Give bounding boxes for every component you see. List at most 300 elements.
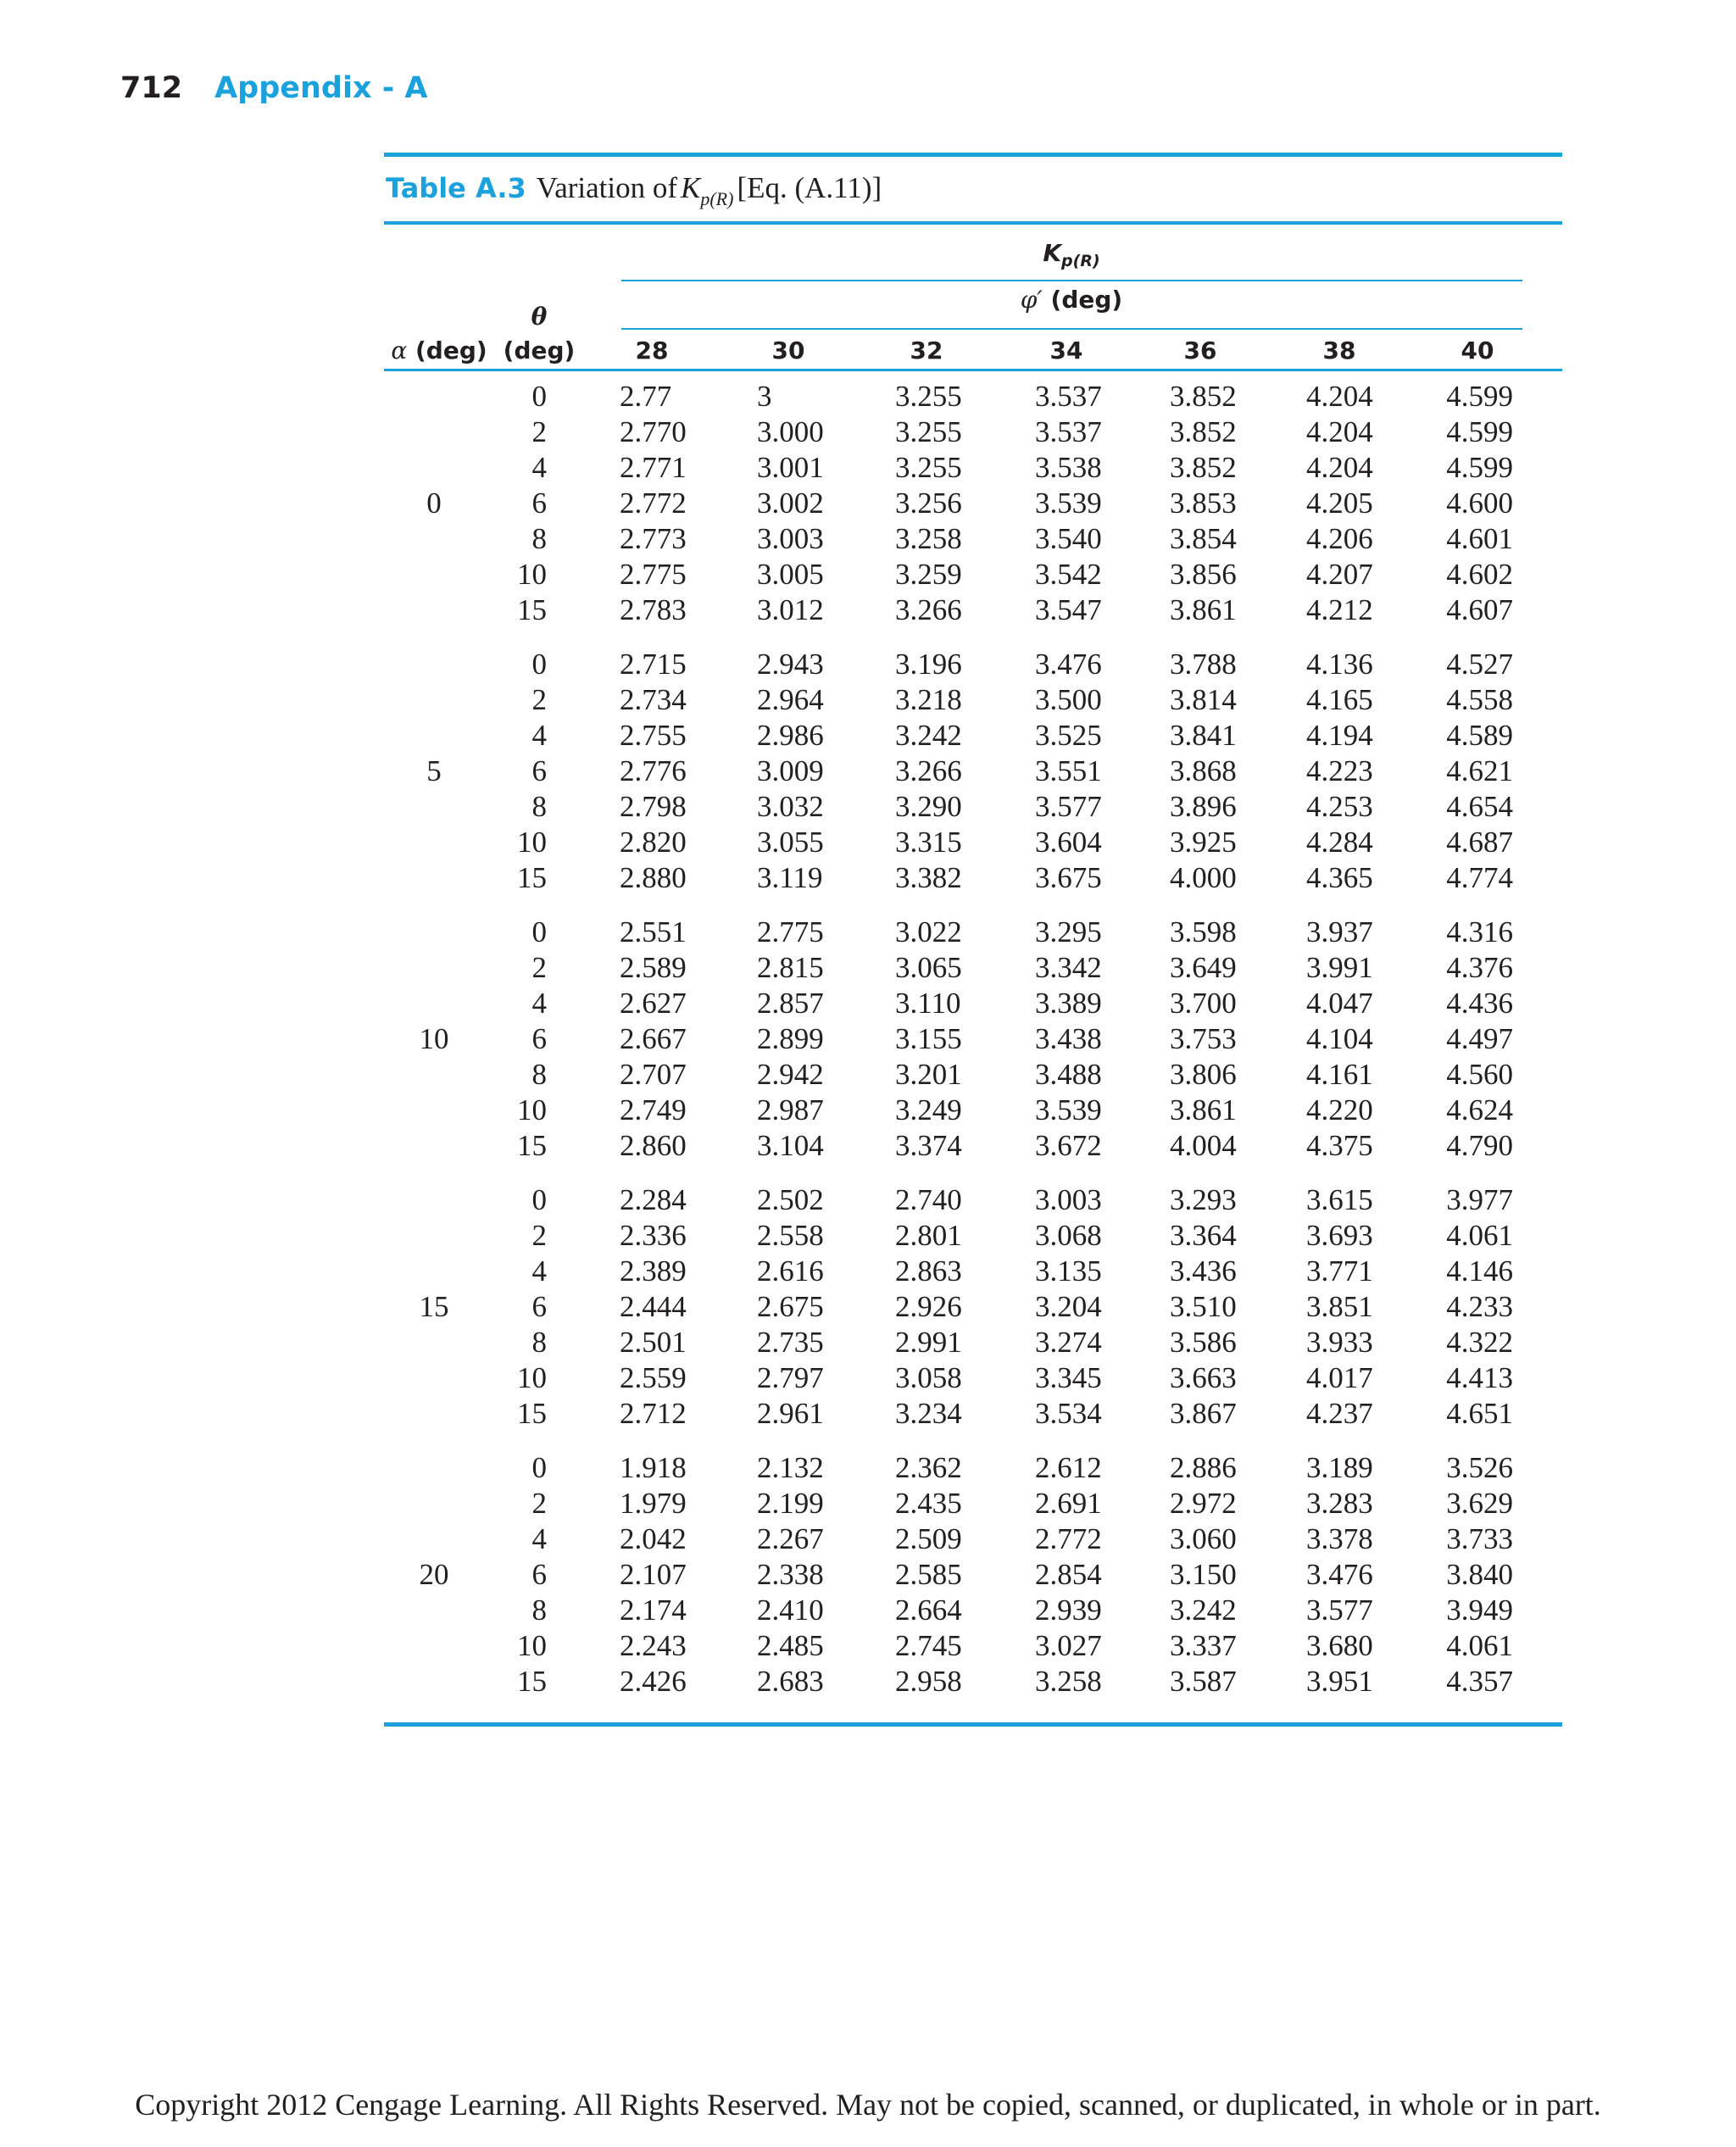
kp-value-cell: 3.196 (895, 648, 962, 681)
bottom-rule (384, 1722, 1562, 1727)
kp-value-cell: 3.586 (1170, 1326, 1237, 1359)
alpha-value: 15 (419, 1290, 449, 1323)
kp-value-cell: 2.410 (757, 1594, 824, 1627)
kp-value-cell: 2.558 (757, 1219, 824, 1252)
kp-value-cell: 4.212 (1306, 593, 1373, 626)
kp-value-cell: 3.861 (1170, 1093, 1237, 1126)
kp-value-cell: 2.991 (895, 1326, 962, 1359)
kp-value-cell: 2.243 (620, 1629, 687, 1662)
kp-value-cell: 2.749 (620, 1093, 687, 1126)
phi-value-header: 38 (1322, 337, 1356, 364)
kp-value-cell: 4.146 (1446, 1254, 1513, 1288)
kp-value-cell: 4.322 (1446, 1326, 1513, 1359)
kp-value-cell: 3.027 (1035, 1629, 1102, 1662)
kp-value-cell: 4.207 (1306, 558, 1373, 591)
kp-value-cell: 4.599 (1446, 380, 1513, 413)
theta-value: 2 (531, 951, 547, 984)
kp-value-cell: 2.585 (895, 1558, 962, 1591)
theta-value: 4 (531, 451, 547, 484)
kp-value-cell: 2.772 (1035, 1522, 1102, 1555)
kp-value-cell: 3.577 (1035, 790, 1102, 823)
kp-value-cell: 3.852 (1170, 415, 1237, 448)
kp-value-cell: 4.527 (1446, 648, 1513, 681)
theta-value: 0 (531, 1183, 547, 1216)
kp-column-header (987, 239, 1156, 270)
kp-value-cell: 3.551 (1035, 754, 1102, 787)
kp-value-cell: 4.624 (1446, 1093, 1513, 1126)
kp-value-cell: 4.204 (1306, 451, 1373, 484)
kp-value-cell: 2.776 (620, 754, 687, 787)
kp-value-cell: 2.734 (620, 683, 687, 716)
kp-value-cell: 3.234 (895, 1397, 962, 1430)
kp-symbol: K (1043, 239, 1062, 267)
kp-value-cell: 2.444 (620, 1290, 687, 1323)
kp-value-cell: 3.488 (1035, 1058, 1102, 1091)
theta-value: 0 (531, 1451, 547, 1484)
kp-value-cell: 2.336 (620, 1219, 687, 1252)
kp-value-cell: 3.201 (895, 1058, 962, 1091)
theta-value: 0 (531, 915, 547, 948)
alpha-value: 5 (426, 754, 442, 787)
theta-value: 8 (531, 1058, 547, 1091)
kp-value-cell: 3.925 (1170, 826, 1237, 859)
header-rule (384, 369, 1562, 371)
kp-value-cell: 3.150 (1170, 1558, 1237, 1591)
kp-value-cell: 2.77 (620, 380, 672, 413)
theta-value: 0 (531, 648, 547, 681)
theta-value: 8 (531, 790, 547, 823)
kp-value-cell: 3.771 (1306, 1254, 1373, 1288)
kp-value-cell: 4.621 (1446, 754, 1513, 787)
kp-value-cell: 3.853 (1170, 487, 1237, 520)
kp-value-cell: 3.806 (1170, 1058, 1237, 1091)
kp-value-cell: 4.558 (1446, 683, 1513, 716)
theta-value: 2 (531, 683, 547, 716)
theta-value: 15 (517, 861, 547, 894)
kp-value-cell: 4.774 (1446, 861, 1513, 894)
kp-value-cell: 3.242 (895, 719, 962, 752)
kp-value-cell: 3.274 (1035, 1326, 1102, 1359)
theta-value: 2 (531, 1219, 547, 1252)
kp-value-cell: 3.055 (757, 826, 824, 859)
kp-value-cell: 3.476 (1035, 648, 1102, 681)
kp-value-cell: 2.589 (620, 951, 687, 984)
alpha-unit: (deg) (415, 337, 487, 364)
kp-value-cell: 3.155 (895, 1022, 962, 1055)
kp-value-cell: 3.933 (1306, 1326, 1373, 1359)
kp-value-cell: 3.700 (1170, 987, 1237, 1020)
kp-value-cell: 4.161 (1306, 1058, 1373, 1091)
spanner-rule-kp (621, 280, 1522, 281)
kp-value-cell: 4.204 (1306, 380, 1373, 413)
kp-value-cell: 2.797 (757, 1361, 824, 1394)
kp-value-cell: 3.598 (1170, 915, 1237, 948)
kp-value-cell: 3.255 (895, 380, 962, 413)
kp-value-cell: 3.438 (1035, 1022, 1102, 1055)
kp-value-cell: 3.374 (895, 1129, 962, 1162)
kp-value-cell: 3.500 (1035, 683, 1102, 716)
kp-value-cell: 2.775 (620, 558, 687, 591)
caption-rule (384, 221, 1562, 225)
kp-value-cell: 3.258 (1035, 1665, 1102, 1698)
kp-value-cell: 1.979 (620, 1487, 687, 1520)
kp-value-cell: 3.538 (1035, 451, 1102, 484)
kp-value-cell: 3.259 (895, 558, 962, 591)
theta-value: 8 (531, 522, 547, 555)
kp-value-cell: 2.389 (620, 1254, 687, 1288)
alpha-symbol: α (391, 337, 408, 364)
kp-value-cell: 2.972 (1170, 1487, 1237, 1520)
kp-value-cell: 4.233 (1446, 1290, 1513, 1323)
kp-value-cell: 4.165 (1306, 683, 1373, 716)
kp-value-cell: 4.651 (1446, 1397, 1513, 1430)
kp-value-cell: 3.342 (1035, 951, 1102, 984)
caption-text: Variation of (536, 171, 677, 204)
table-label: Table A.3 (386, 172, 526, 204)
kp-value-cell: 2.860 (620, 1129, 687, 1162)
theta-value: 8 (531, 1594, 547, 1627)
theta-value: 6 (531, 1290, 547, 1323)
kp-value-cell: 3.022 (895, 915, 962, 948)
kp-value-cell: 4.284 (1306, 826, 1373, 859)
kp-value-cell: 3.255 (895, 451, 962, 484)
kp-value-cell: 3.110 (895, 987, 961, 1020)
kp-value-cell: 2.627 (620, 987, 687, 1020)
kp-value-cell: 3.896 (1170, 790, 1237, 823)
phi-value-header: 32 (910, 337, 943, 364)
kp-value-cell: 3.537 (1035, 415, 1102, 448)
kp-value-cell: 4.607 (1446, 593, 1513, 626)
kp-value-cell: 3.189 (1306, 1451, 1373, 1484)
kp-value-cell: 2.926 (895, 1290, 962, 1323)
kp-value-cell: 3.283 (1306, 1487, 1373, 1520)
kp-value-cell: 2.267 (757, 1522, 824, 1555)
theta-value: 10 (517, 1093, 547, 1126)
kp-value-cell: 4.004 (1170, 1129, 1237, 1162)
running-head (120, 71, 428, 114)
kp-value-cell: 2.880 (620, 861, 687, 894)
kp-value-cell: 4.253 (1306, 790, 1373, 823)
kp-value-cell: 3.788 (1170, 648, 1237, 681)
kp-value-cell: 3.068 (1035, 1219, 1102, 1252)
kp-value-cell: 3.012 (757, 593, 824, 626)
theta-value: 10 (517, 826, 547, 859)
kp-value-cell: 3.345 (1035, 1361, 1102, 1394)
theta-value: 10 (517, 1629, 547, 1662)
kp-value-cell: 2.691 (1035, 1487, 1102, 1520)
kp-value-cell: 3.534 (1035, 1397, 1102, 1430)
theta-value: 4 (531, 1254, 547, 1288)
kp-value-cell: 3.005 (757, 558, 824, 591)
kp-value-cell: 2.485 (757, 1629, 824, 1662)
kp-value-cell: 4.205 (1306, 487, 1373, 520)
phi-value-header: 34 (1049, 337, 1083, 364)
kp-value-cell: 3.851 (1306, 1290, 1373, 1323)
kp-value-cell: 3.868 (1170, 754, 1237, 787)
kp-value-cell: 3.104 (757, 1129, 824, 1162)
kp-value-cell: 2.551 (620, 915, 687, 948)
kp-value-cell: 3.382 (895, 861, 962, 894)
kp-value-cell: 4.560 (1446, 1058, 1513, 1091)
kp-value-cell: 4.599 (1446, 451, 1513, 484)
phi-value-header: 40 (1461, 337, 1494, 364)
kp-value-cell: 3.861 (1170, 593, 1237, 626)
kp-value-cell: 3.266 (895, 754, 962, 787)
kp-value-cell: 3.001 (757, 451, 824, 484)
kp-value-cell: 4.375 (1306, 1129, 1373, 1162)
kp-value-cell: 2.435 (895, 1487, 962, 1520)
kp-value-cell: 3.003 (757, 522, 824, 555)
kp-value-cell: 4.220 (1306, 1093, 1373, 1126)
kp-value-cell: 3.315 (895, 826, 962, 859)
kp-value-cell: 2.771 (620, 451, 687, 484)
theta-value: 10 (517, 558, 547, 591)
kp-value-cell: 2.964 (757, 683, 824, 716)
kp-value-cell: 3.058 (895, 1361, 962, 1394)
kp-value-cell: 2.667 (620, 1022, 687, 1055)
theta-value: 6 (531, 754, 547, 787)
kp-value-cell: 3.003 (1035, 1183, 1102, 1216)
kp-value-cell: 3.378 (1306, 1522, 1373, 1555)
kp-value-cell: 3.389 (1035, 987, 1102, 1020)
kp-value-cell: 3.577 (1306, 1594, 1373, 1627)
kp-value-cell: 3.255 (895, 415, 962, 448)
theta-value: 15 (517, 1665, 547, 1698)
kp-value-cell: 2.987 (757, 1093, 824, 1126)
kp-value-cell: 3.510 (1170, 1290, 1237, 1323)
kp-value-cell: 3.364 (1170, 1219, 1237, 1252)
kp-value-cell: 2.675 (757, 1290, 824, 1323)
kp-value-cell: 3.539 (1035, 1093, 1102, 1126)
kp-value-cell: 3.135 (1035, 1254, 1102, 1288)
kp-value-cell: 2.939 (1035, 1594, 1102, 1627)
kp-value-cell: 2.132 (757, 1451, 824, 1484)
kp-value-cell: 3.537 (1035, 380, 1102, 413)
alpha-column-header (380, 337, 498, 364)
theta-value: 4 (531, 987, 547, 1020)
kp-value-cell: 4.790 (1446, 1129, 1513, 1162)
kp-value-cell: 3.290 (895, 790, 962, 823)
kp-value-cell: 3.991 (1306, 951, 1373, 984)
kp-value-cell: 3.814 (1170, 683, 1237, 716)
kp-value-cell: 3.840 (1446, 1558, 1513, 1591)
kp-value-cell: 4.204 (1306, 415, 1373, 448)
kp-value-cell: 2.857 (757, 987, 824, 1020)
kp-value-cell: 2.664 (895, 1594, 962, 1627)
kp-value-cell: 3.436 (1170, 1254, 1237, 1288)
kp-value-cell: 2.899 (757, 1022, 824, 1055)
page-number: 712 (120, 71, 183, 105)
kp-value-cell: 2.772 (620, 487, 687, 520)
kp-value-cell: 3.649 (1170, 951, 1237, 984)
kp-value-cell: 4.600 (1446, 487, 1513, 520)
kp-value-cell: 2.616 (757, 1254, 824, 1288)
kp-value-cell: 2.961 (757, 1397, 824, 1430)
kp-value-cell: 3.542 (1035, 558, 1102, 591)
kp-value-cell: 3.266 (895, 593, 962, 626)
theta-value: 8 (531, 1326, 547, 1359)
kp-value-cell: 4.589 (1446, 719, 1513, 752)
kp-value-cell: 2.783 (620, 593, 687, 626)
kp-value-cell: 3.060 (1170, 1522, 1237, 1555)
kp-value-cell: 2.042 (620, 1522, 687, 1555)
phi-symbol: φ′ (1020, 286, 1043, 314)
kp-value-cell: 4.436 (1446, 987, 1513, 1020)
kp-value-cell: 2.426 (620, 1665, 687, 1698)
theta-unit-header: (deg) (503, 337, 576, 364)
kp-value-cell: 3.204 (1035, 1290, 1102, 1323)
theta-value: 6 (531, 1558, 547, 1591)
kp-value-cell: 3.937 (1306, 915, 1373, 948)
alpha-value: 10 (419, 1022, 449, 1055)
caption-reference: [Eq. (A.11)] (737, 171, 882, 204)
kp-value-cell: 3.218 (895, 683, 962, 716)
kp-value-cell: 2.815 (757, 951, 824, 984)
kp-value-cell: 3.680 (1306, 1629, 1373, 1662)
theta-value: 15 (517, 593, 547, 626)
kp-value-cell: 2.683 (757, 1665, 824, 1698)
kp-value-cell: 3.547 (1035, 593, 1102, 626)
kp-subscript: p(R) (1061, 252, 1100, 270)
kp-value-cell: 4.413 (1446, 1361, 1513, 1394)
kp-value-cell: 4.376 (1446, 951, 1513, 984)
caption-subscript: p(R) (700, 188, 734, 209)
kp-value-cell: 4.497 (1446, 1022, 1513, 1055)
kp-value-cell: 3.663 (1170, 1361, 1237, 1394)
kp-value-cell: 3.615 (1306, 1183, 1373, 1216)
theta-value: 6 (531, 1022, 547, 1055)
kp-value-cell: 3.587 (1170, 1665, 1237, 1698)
kp-value-cell: 3.629 (1446, 1487, 1513, 1520)
kp-value-cell: 2.820 (620, 826, 687, 859)
kp-value-cell: 2.612 (1035, 1451, 1102, 1484)
kp-value-cell: 2.770 (620, 415, 687, 448)
kp-value-cell: 4.237 (1306, 1397, 1373, 1430)
theta-value: 15 (517, 1129, 547, 1162)
kp-value-cell: 3.258 (895, 522, 962, 555)
kp-value-cell: 4.654 (1446, 790, 1513, 823)
kp-value-cell: 3.693 (1306, 1219, 1373, 1252)
kp-value-cell: 2.509 (895, 1522, 962, 1555)
kp-value-cell: 2.958 (895, 1665, 962, 1698)
theta-value: 4 (531, 719, 547, 752)
theta-value: 2 (531, 1487, 547, 1520)
kp-value-cell: 1.918 (620, 1451, 687, 1484)
kp-value-cell: 2.854 (1035, 1558, 1102, 1591)
table-caption (386, 171, 882, 214)
kp-value-cell: 3.065 (895, 951, 962, 984)
kp-value-cell: 4.602 (1446, 558, 1513, 591)
phi-column-header (944, 286, 1199, 314)
kp-value-cell: 2.745 (895, 1629, 962, 1662)
kp-value-cell: 3.852 (1170, 380, 1237, 413)
kp-value-cell: 2.740 (895, 1183, 962, 1216)
copyright-notice: Copyright 2012 Cengage Learning. All Rights Reserved. May not be copied, scanned, or duplicated, in whole or in part. (135, 2088, 1601, 2122)
theta-symbol-header: θ (531, 303, 548, 331)
kp-value-cell: 3.000 (757, 415, 824, 448)
kp-value-cell: 4.061 (1446, 1629, 1513, 1662)
kp-value-cell: 3 (757, 380, 772, 413)
kp-value-cell: 2.284 (620, 1183, 687, 1216)
kp-value-cell: 4.136 (1306, 648, 1373, 681)
kp-value-cell: 3.009 (757, 754, 824, 787)
section-title: Appendix - A (214, 71, 428, 105)
kp-value-cell: 2.773 (620, 522, 687, 555)
kp-value-cell: 2.174 (620, 1594, 687, 1627)
kp-value-cell: 4.599 (1446, 415, 1513, 448)
theta-value: 0 (531, 380, 547, 413)
kp-value-cell: 3.242 (1170, 1594, 1237, 1627)
spanner-rule-phi (621, 328, 1522, 330)
kp-value-cell: 4.365 (1306, 861, 1373, 894)
kp-value-cell: 2.735 (757, 1326, 824, 1359)
kp-value-cell: 3.295 (1035, 915, 1102, 948)
kp-value-cell: 2.338 (757, 1558, 824, 1591)
kp-value-cell: 2.943 (757, 648, 824, 681)
kp-value-cell: 2.798 (620, 790, 687, 823)
alpha-value: 0 (426, 487, 442, 520)
kp-value-cell: 3.949 (1446, 1594, 1513, 1627)
kp-value-cell: 3.977 (1446, 1183, 1513, 1216)
kp-value-cell: 4.000 (1170, 861, 1237, 894)
kp-value-cell: 3.856 (1170, 558, 1237, 591)
kp-value-cell: 3.249 (895, 1093, 962, 1126)
kp-value-cell: 2.863 (895, 1254, 962, 1288)
kp-value-cell: 3.951 (1306, 1665, 1373, 1698)
kp-value-cell: 3.526 (1446, 1451, 1513, 1484)
kp-value-cell: 2.942 (757, 1058, 824, 1091)
kp-value-cell: 4.104 (1306, 1022, 1373, 1055)
kp-value-cell: 3.539 (1035, 487, 1102, 520)
phi-value-header: 36 (1183, 337, 1217, 364)
kp-value-cell: 2.755 (620, 719, 687, 752)
kp-value-cell: 3.672 (1035, 1129, 1102, 1162)
kp-value-cell: 4.601 (1446, 522, 1513, 555)
kp-value-cell: 4.061 (1446, 1219, 1513, 1252)
kp-value-cell: 3.753 (1170, 1022, 1237, 1055)
kp-value-cell: 3.032 (757, 790, 824, 823)
kp-value-cell: 4.357 (1446, 1665, 1513, 1698)
kp-value-cell: 2.107 (620, 1558, 687, 1591)
theta-value: 15 (517, 1397, 547, 1430)
kp-value-cell: 3.733 (1446, 1522, 1513, 1555)
kp-value-cell: 2.707 (620, 1058, 687, 1091)
kp-value-cell: 2.886 (1170, 1451, 1237, 1484)
kp-value-cell: 4.017 (1306, 1361, 1373, 1394)
kp-value-cell: 2.801 (895, 1219, 962, 1252)
kp-value-cell: 3.867 (1170, 1397, 1237, 1430)
phi-value-header: 28 (635, 337, 669, 364)
kp-value-cell: 4.047 (1306, 987, 1373, 1020)
kp-value-cell: 3.002 (757, 487, 824, 520)
kp-value-cell: 4.223 (1306, 754, 1373, 787)
phi-value-header: 30 (771, 337, 805, 364)
kp-value-cell: 2.199 (757, 1487, 824, 1520)
kp-value-cell: 2.986 (757, 719, 824, 752)
phi-unit: (deg) (1050, 286, 1123, 314)
kp-value-cell: 4.687 (1446, 826, 1513, 859)
kp-value-cell: 2.502 (757, 1183, 824, 1216)
kp-value-cell: 4.194 (1306, 719, 1373, 752)
kp-value-cell: 3.675 (1035, 861, 1102, 894)
kp-value-cell: 2.501 (620, 1326, 687, 1359)
kp-value-cell: 3.476 (1306, 1558, 1373, 1591)
kp-value-cell: 3.841 (1170, 719, 1237, 752)
kp-value-cell: 2.775 (757, 915, 824, 948)
kp-value-cell: 2.362 (895, 1451, 962, 1484)
kp-value-cell: 4.206 (1306, 522, 1373, 555)
kp-value-cell: 2.712 (620, 1397, 687, 1430)
